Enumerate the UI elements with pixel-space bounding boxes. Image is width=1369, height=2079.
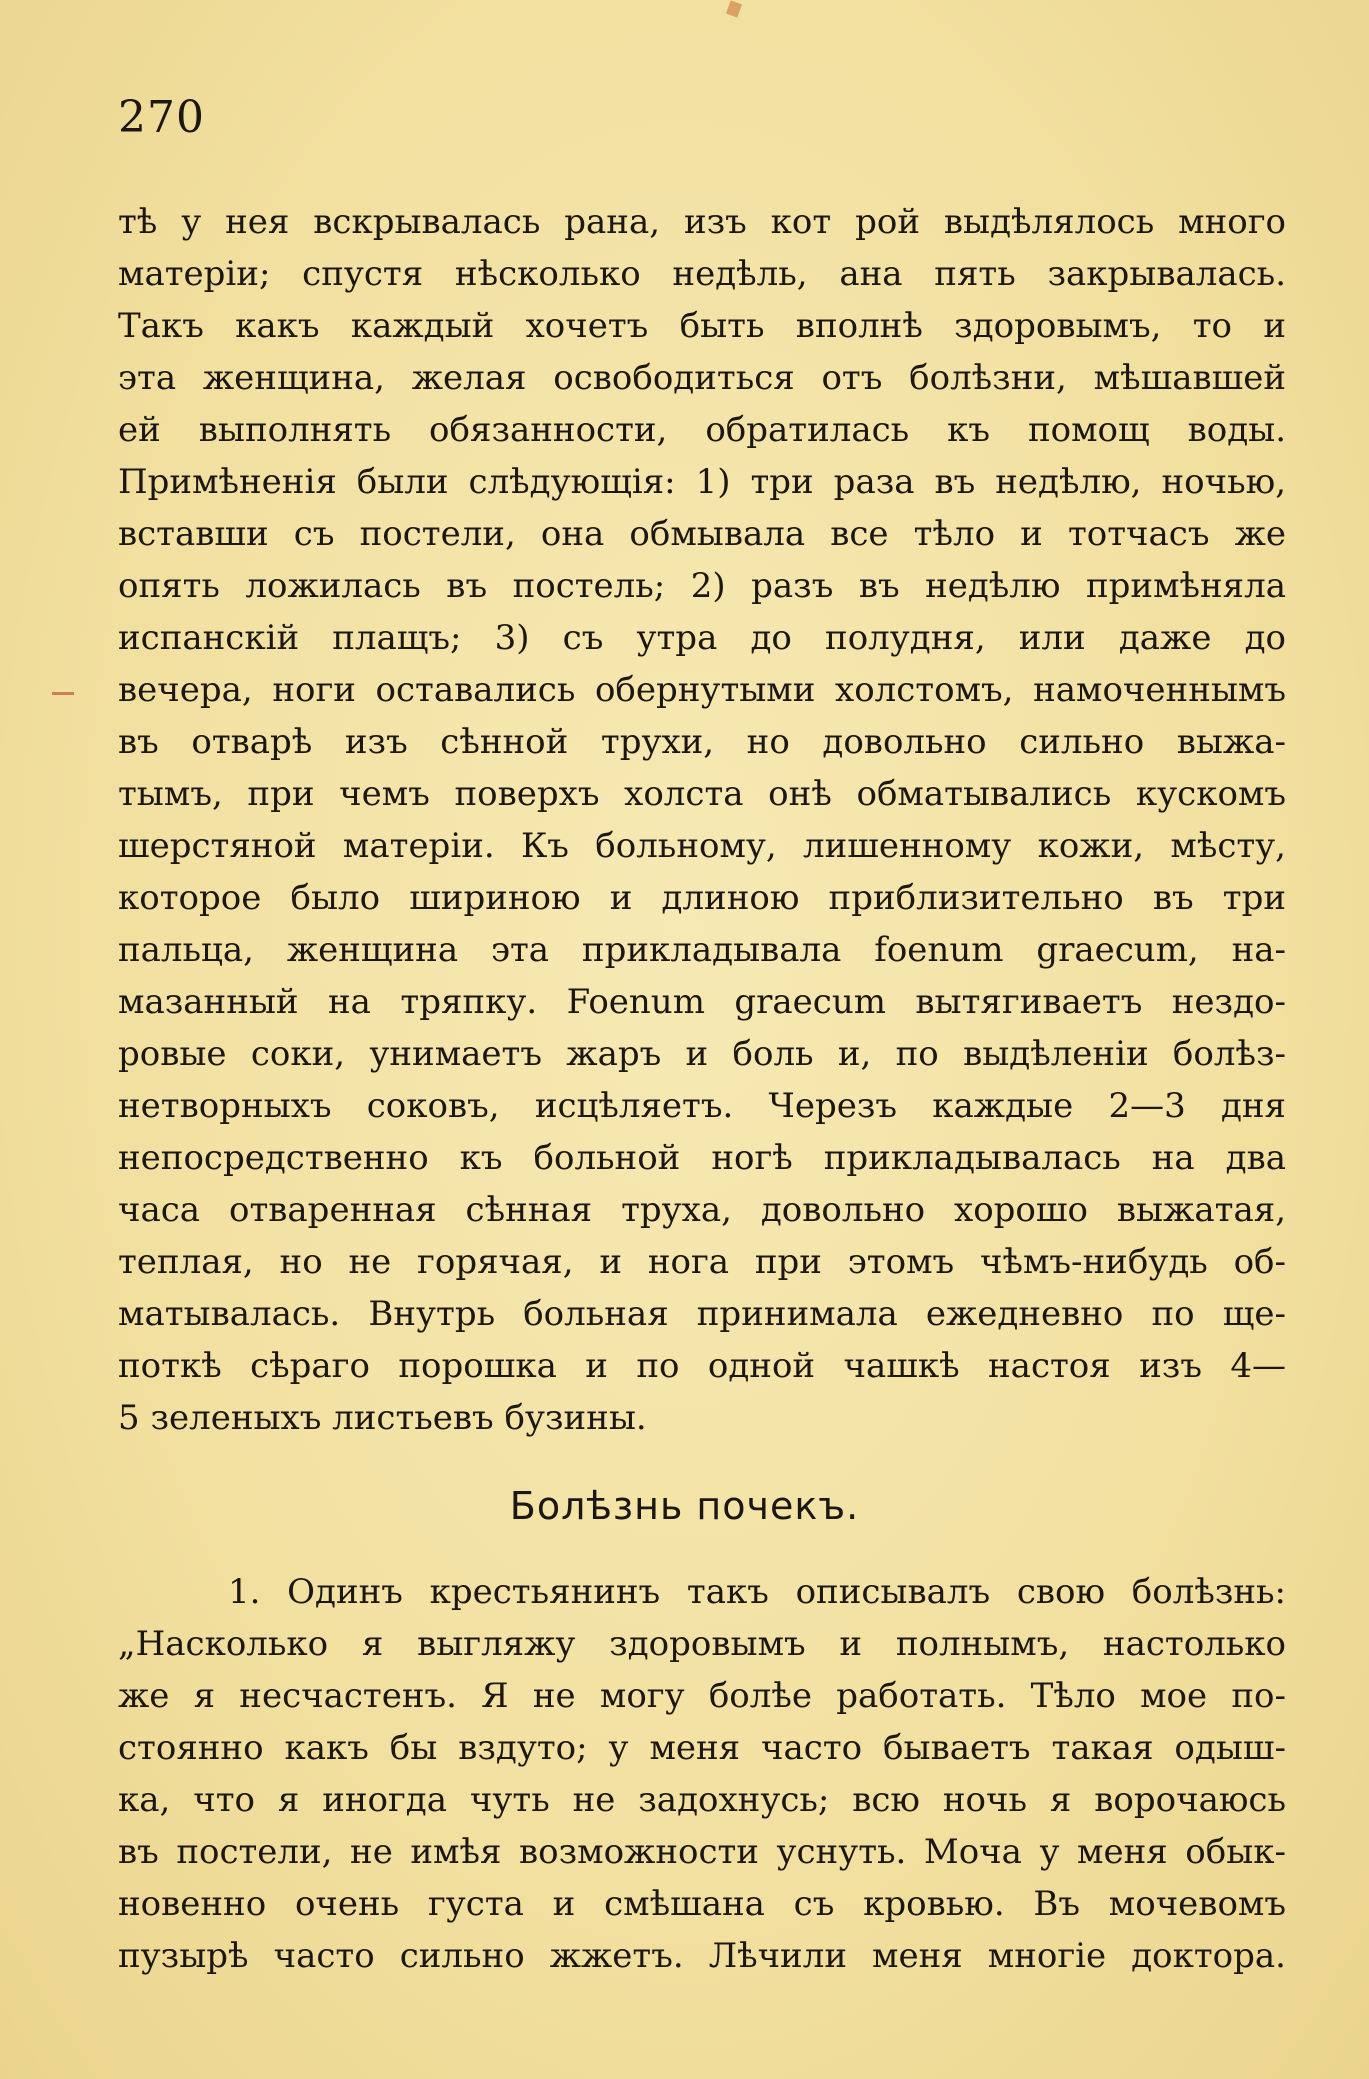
text-line: вставши съ постели, она обмывала все тѣло и тотчасъ же	[118, 514, 1286, 554]
text-line: же я несчастенъ. Я не могу болѣе работать. Тѣло мое по-	[118, 1676, 1286, 1716]
text-line: тымъ, при чемъ поверхъ холста онѣ обматывались кускомъ	[118, 774, 1286, 814]
text-line: ровые соки, унимаетъ жаръ и боль и, по выдѣленіи болѣз-	[118, 1034, 1286, 1074]
text-line: 5 зеленыхъ листьевъ бузины.	[118, 1398, 647, 1438]
text-line: поткѣ сѣраго порошка и по одной чашкѣ настоя изъ 4—	[118, 1346, 1286, 1386]
text-line: ей выполнять обязанности, обратилась къ помощ воды.	[118, 410, 1286, 450]
text-line: теплая, но не горячая, и нога при этомъ чѣмъ-нибудь об-	[118, 1242, 1286, 1282]
text-line: которое было шириною и длиною приблизительно въ три	[118, 878, 1286, 918]
text-line: шерстяной матеріи. Къ больному, лишенному кожи, мѣсту,	[118, 826, 1286, 866]
text-line: мазанный на тряпку. Foenum graecum вытягиваетъ нездо-	[118, 982, 1286, 1022]
page-number: 270	[118, 92, 205, 143]
text-line: непосредственно къ больной ногѣ прикладывалась на два	[118, 1138, 1286, 1178]
paragraph-2	[118, 1566, 1286, 1982]
text-line: въ постели, не имѣя возможности уснуть. Моча у меня обык-	[118, 1832, 1286, 1872]
text-line: въ отварѣ изъ сѣнной трухи, но довольно сильно выжа-	[118, 722, 1286, 762]
ink-stain	[726, 0, 742, 17]
text-line: „Насколько я выгляжу здоровымъ и полнымъ, настолько	[118, 1624, 1286, 1664]
text-line: пальца, женщина эта прикладывала foenum graecum, на-	[118, 930, 1286, 970]
text-line: испанскій плащъ; 3) съ утра до полудня, или даже до	[118, 618, 1286, 658]
text-line: нетворныхъ соковъ, исцѣляетъ. Черезъ каждые 2—3 дня	[118, 1086, 1286, 1126]
text-line: стоянно какъ бы вздуто; у меня часто бываетъ такая одыш-	[118, 1728, 1286, 1768]
paragraph-1	[118, 196, 1286, 1444]
text-line: опять ложилась въ постель; 2) разъ въ недѣлю примѣняла	[118, 566, 1286, 606]
text-line: Примѣненія были слѣдующія: 1) три раза въ недѣлю, ночью,	[118, 462, 1286, 502]
text-line: ка, что я иногда чуть не задохнусь; всю ночь я ворочаюсь	[118, 1780, 1286, 1820]
text-line: матывалась. Внутрь больная принимала ежедневно по ще-	[118, 1294, 1286, 1334]
text-line: пузырѣ часто сильно жжетъ. Лѣчили меня многіе доктора.	[118, 1936, 1286, 1976]
text-line: матеріи; спустя нѣсколько недѣль, ана пять закрывалась.	[118, 254, 1286, 294]
text-line: вечера, ноги оставались обернутыми холстомъ, намоченнымъ	[118, 670, 1286, 710]
section-title: Болѣзнь почекъ.	[509, 1484, 860, 1528]
text-line: Такъ какъ каждый хочетъ быть вполнѣ здоровымъ, то и	[118, 306, 1286, 346]
text-line: новенно очень густа и смѣшана съ кровью. Въ мочевомъ	[118, 1884, 1286, 1924]
text-line: 1. Одинъ крестьянинъ такъ описывалъ свою болѣзнь:	[228, 1572, 1286, 1612]
text-line: часа отваренная сѣнная труха, довольно хорошо выжатая,	[118, 1190, 1286, 1230]
text-line: тѣ у нея вскрывалась рана, изъ кот рой выдѣлялось много	[118, 202, 1286, 242]
margin-mark	[52, 692, 74, 695]
text-line: эта женщина, желая освободиться отъ болѣзни, мѣшавшей	[118, 358, 1286, 398]
